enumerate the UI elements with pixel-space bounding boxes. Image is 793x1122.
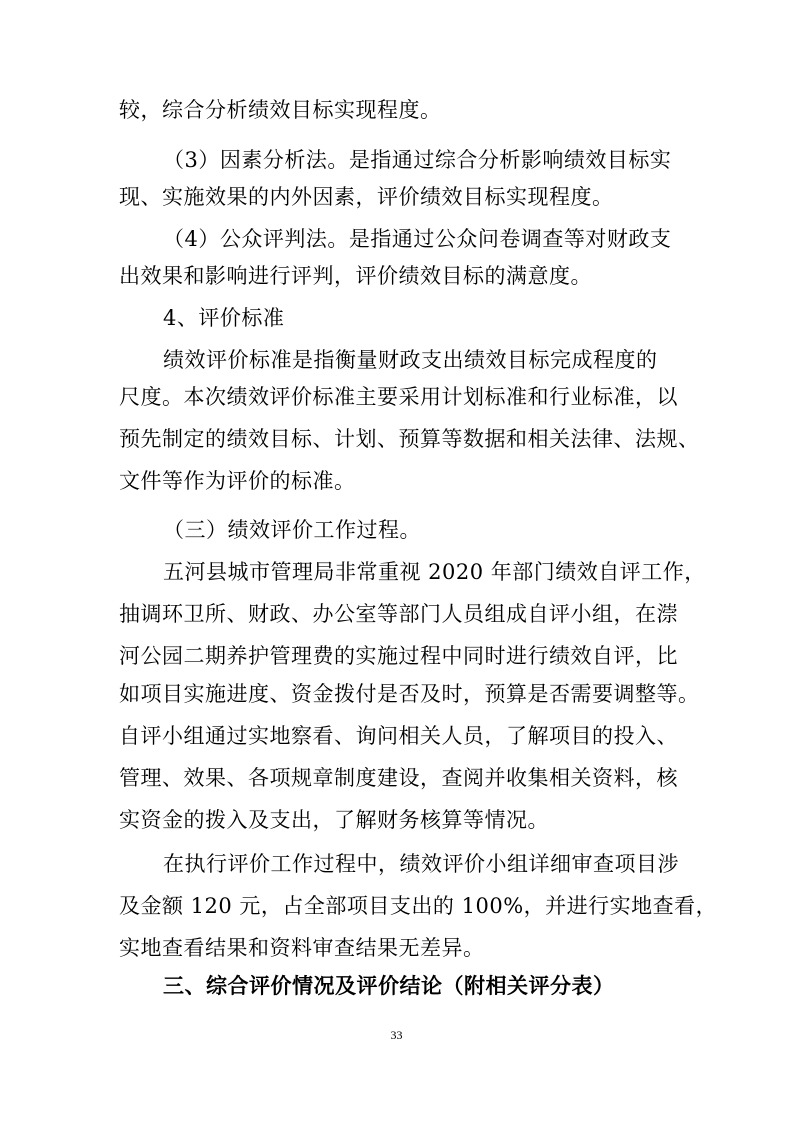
paragraph-line: 较，综合分析绩效目标实现程度。	[119, 98, 442, 122]
paragraph-line: 出效果和影响进行评判，评价绩效目标的满意度。	[119, 264, 592, 288]
paragraph-line: 河公园二期养护管理费的实施过程中同时进行绩效自评，比	[119, 644, 678, 668]
paragraph-line: 实资金的拨入及支出，了解财务核算等情况。	[119, 808, 549, 832]
paragraph-line: （3）因素分析法。是指通过综合分析影响绩效目标实	[163, 148, 672, 172]
paragraph-line: 现、实施效果的内外因素，评价绩效目标实现程度。	[119, 185, 614, 209]
paragraph-line: （4）公众评判法。是指通过公众问卷调查等对财政支	[163, 227, 672, 251]
paragraph-line: 自评小组通过实地察看、询问相关人员，了解项目的投入、	[119, 724, 678, 748]
paragraph-line: 预先制定的绩效目标、计划、预算等数据和相关法律、法规、	[119, 427, 700, 451]
paragraph-line: 绩效评价标准是指衡量财政支出绩效目标完成程度的	[163, 348, 658, 372]
paragraph-line: 在执行评价工作过程中，绩效评价小组详细审查项目涉	[163, 852, 679, 876]
paragraph-line: 管理、效果、各项规章制度建设，查阅并收集相关资料，核	[119, 766, 678, 790]
paragraph-line: 五河县城市管理局非常重视 2020 年部门绩效自评工作，	[163, 560, 706, 584]
paragraph-line: 实地查看结果和资料审查结果无差异。	[119, 936, 485, 960]
section-heading: 三、综合评价情况及评价结论（附相关评分表）	[163, 974, 615, 998]
paragraph-line: 文件等作为评价的标准。	[119, 469, 356, 493]
paragraph-line: 抽调环卫所、财政、办公室等部门人员组成自评小组，在漴	[119, 602, 678, 626]
subheading: （三）绩效评价工作过程。	[163, 518, 421, 542]
paragraph-line: 尺度。本次绩效评价标准主要采用计划标准和行业标准，以	[119, 385, 678, 409]
subheading: 4、评价标准	[163, 306, 285, 330]
paragraph-line: 及金额 120 元，占全部项目支出的 100%，并进行实地查看，	[119, 894, 718, 918]
paragraph-line: 如项目实施进度、资金拨付是否及时，预算是否需要调整等。	[119, 682, 700, 706]
page-number: 33	[390, 1028, 403, 1042]
